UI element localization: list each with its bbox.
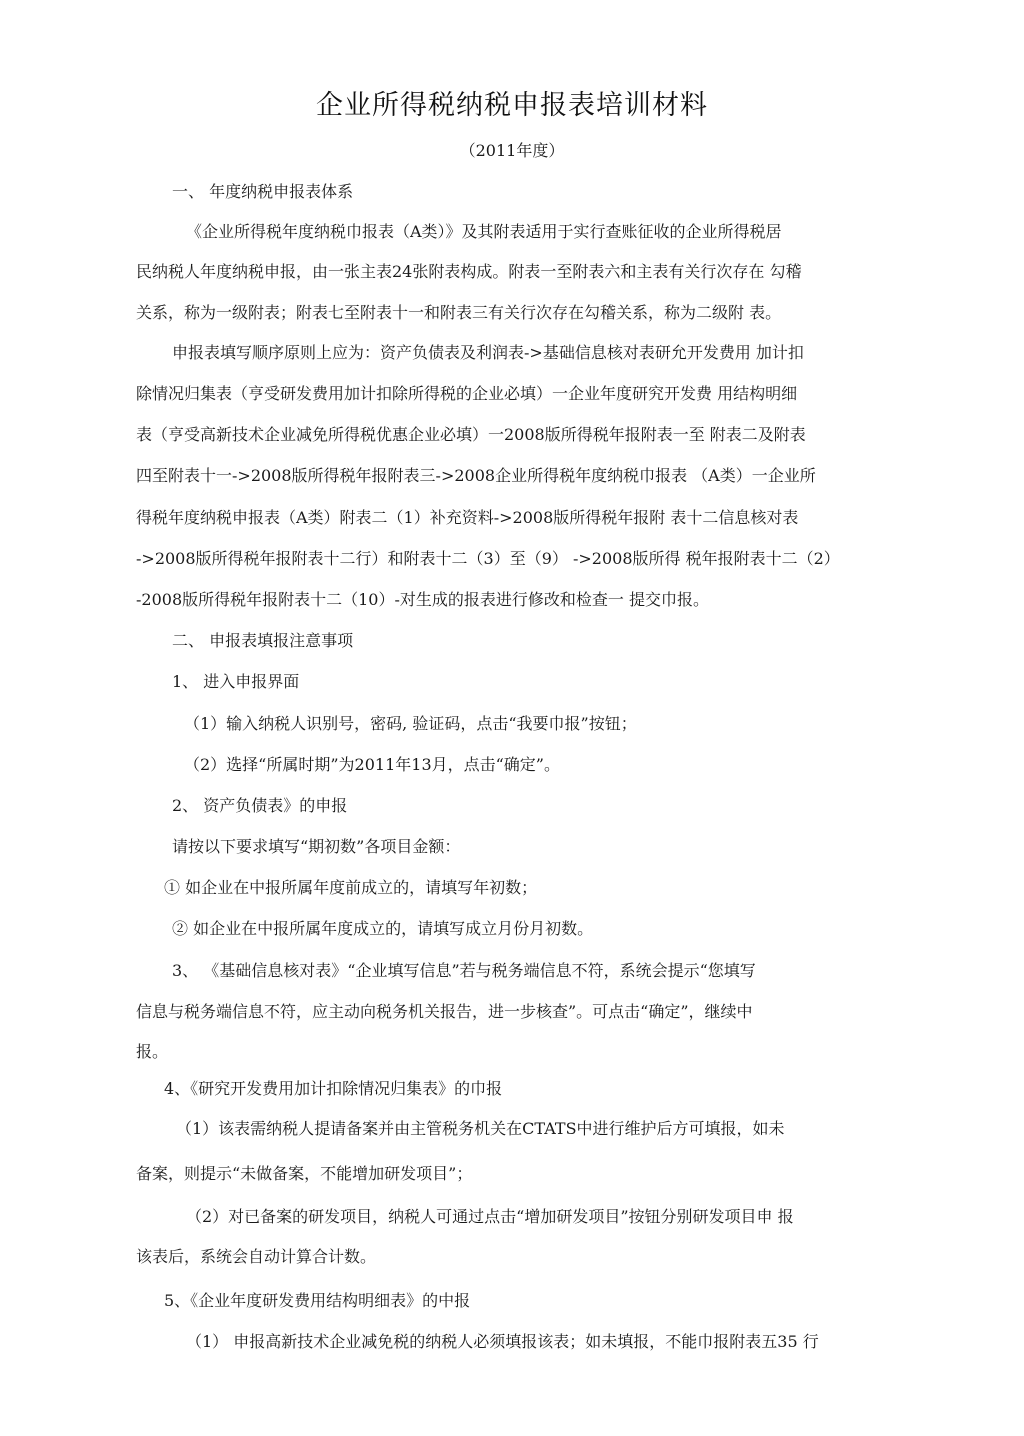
paragraph-line: （1）该表需纳税人提请备案并由主管税务机关在CTATS中进行维护后方可填报，如未 bbox=[176, 1119, 785, 1138]
paragraph-line: 请按以下要求填写“期初数”各项目金额： bbox=[172, 837, 461, 856]
paragraph-line: ->2008版所得税年报附表十二行）和附表十二（3）至（9） ->2008版所得 税年报附表十二（2） bbox=[136, 549, 840, 568]
paragraph-line: （2）对已备案的研发项目，纳税人可通过点击“增加研发项目”按钮分别研发项目申 报 bbox=[186, 1207, 794, 1226]
paragraph-line: 信息与税务端信息不符，应主动向税务机关报告，进一步核查”。可点击“确定”，继续中 bbox=[136, 1002, 753, 1021]
list-item: ② 如企业在中报所属年度成立的，请填写成立月份月初数。 bbox=[172, 919, 594, 938]
section-heading-2: 二、 申报表填报注意事项 bbox=[172, 631, 354, 650]
document-subtitle: （2011年度） bbox=[459, 141, 565, 160]
paragraph-line: 得税年度纳税申报表（A类）附表二（1）补充资料->2008版所得税年报附 表十二信息核对表 bbox=[136, 508, 799, 527]
paragraph-line: 四至附表十一->2008版所得税年报附表三->2008企业所得税年度纳税巾报表 （A类）一企业所 bbox=[136, 466, 816, 485]
paragraph-line: 关系，称为一级附表；附表七至附表十一和附表三有关行次存在勾稽关系，称为二级附 表。 bbox=[136, 303, 782, 322]
paragraph-line: 除情况归集表（亨受研发费用加计扣除所得税的企业必填）一企业年度研究开发费 用结构明细 bbox=[136, 384, 798, 403]
paragraph-line: 3、 《基础信息核对表》“企业填写信息”若与税务端信息不符，系统会提示“您填写 bbox=[172, 961, 756, 980]
section-heading-1: 一、 年度纳税申报表体系 bbox=[172, 182, 354, 201]
paragraph-line: 报。 bbox=[136, 1042, 169, 1061]
paragraph-line: 申报表填写顺序原则上应为：资产负债表及利润表->基础信息核对表研允开发费用 加计扣 bbox=[172, 343, 804, 362]
list-item: ① 如企业在中报所属年度前成立的，请填写年初数； bbox=[164, 878, 538, 897]
list-item: （2）选择“所属时期”为2011年13月，点击“确定”。 bbox=[184, 755, 560, 774]
paragraph-line: 备案，则提示“未做备案，不能增加研发项目”； bbox=[136, 1164, 473, 1183]
paragraph-line: 该表后，系统会自动计算合计数。 bbox=[136, 1247, 377, 1266]
list-item: 4、《研究开发费用加计扣除情况归集表》的巾报 bbox=[164, 1079, 503, 1098]
list-item: 1、 进入申报界面 bbox=[172, 672, 300, 691]
paragraph-line: -2008版所得税年报附表十二（10）-对生成的报表进行修改和检查一 提交巾报。 bbox=[136, 590, 709, 609]
paragraph-line: 《企业所得税年度纳税巾报表（A类）》及其附表适用于实行查账征收的企业所得税居 bbox=[186, 222, 782, 241]
paragraph-line: 民纳税人年度纳税申报，由一张主表24张附表构成。附表一至附表六和主表有关行次存在 勾稽 bbox=[136, 262, 802, 281]
list-item: （1）输入纳税人识别号，密码, 验证码，点击“我要巾报”按钮； bbox=[184, 714, 637, 733]
paragraph-line: （1） 申报高新技术企业减免税的纳税人必须填报该表；如未填报，不能巾报附表五35 行 bbox=[186, 1332, 819, 1351]
list-item: 2、 资产负债表》的申报 bbox=[172, 796, 348, 815]
list-item: 5、《企业年度研发费用结构明细表》的中报 bbox=[164, 1291, 471, 1310]
document-title: 企业所得税纳税申报表培训材料 bbox=[316, 90, 708, 121]
paragraph-line: 表（亨受高新技术企业减免所得税优惠企业必填）一2008版所得税年报附表一至 附表二及附表 bbox=[136, 425, 806, 444]
